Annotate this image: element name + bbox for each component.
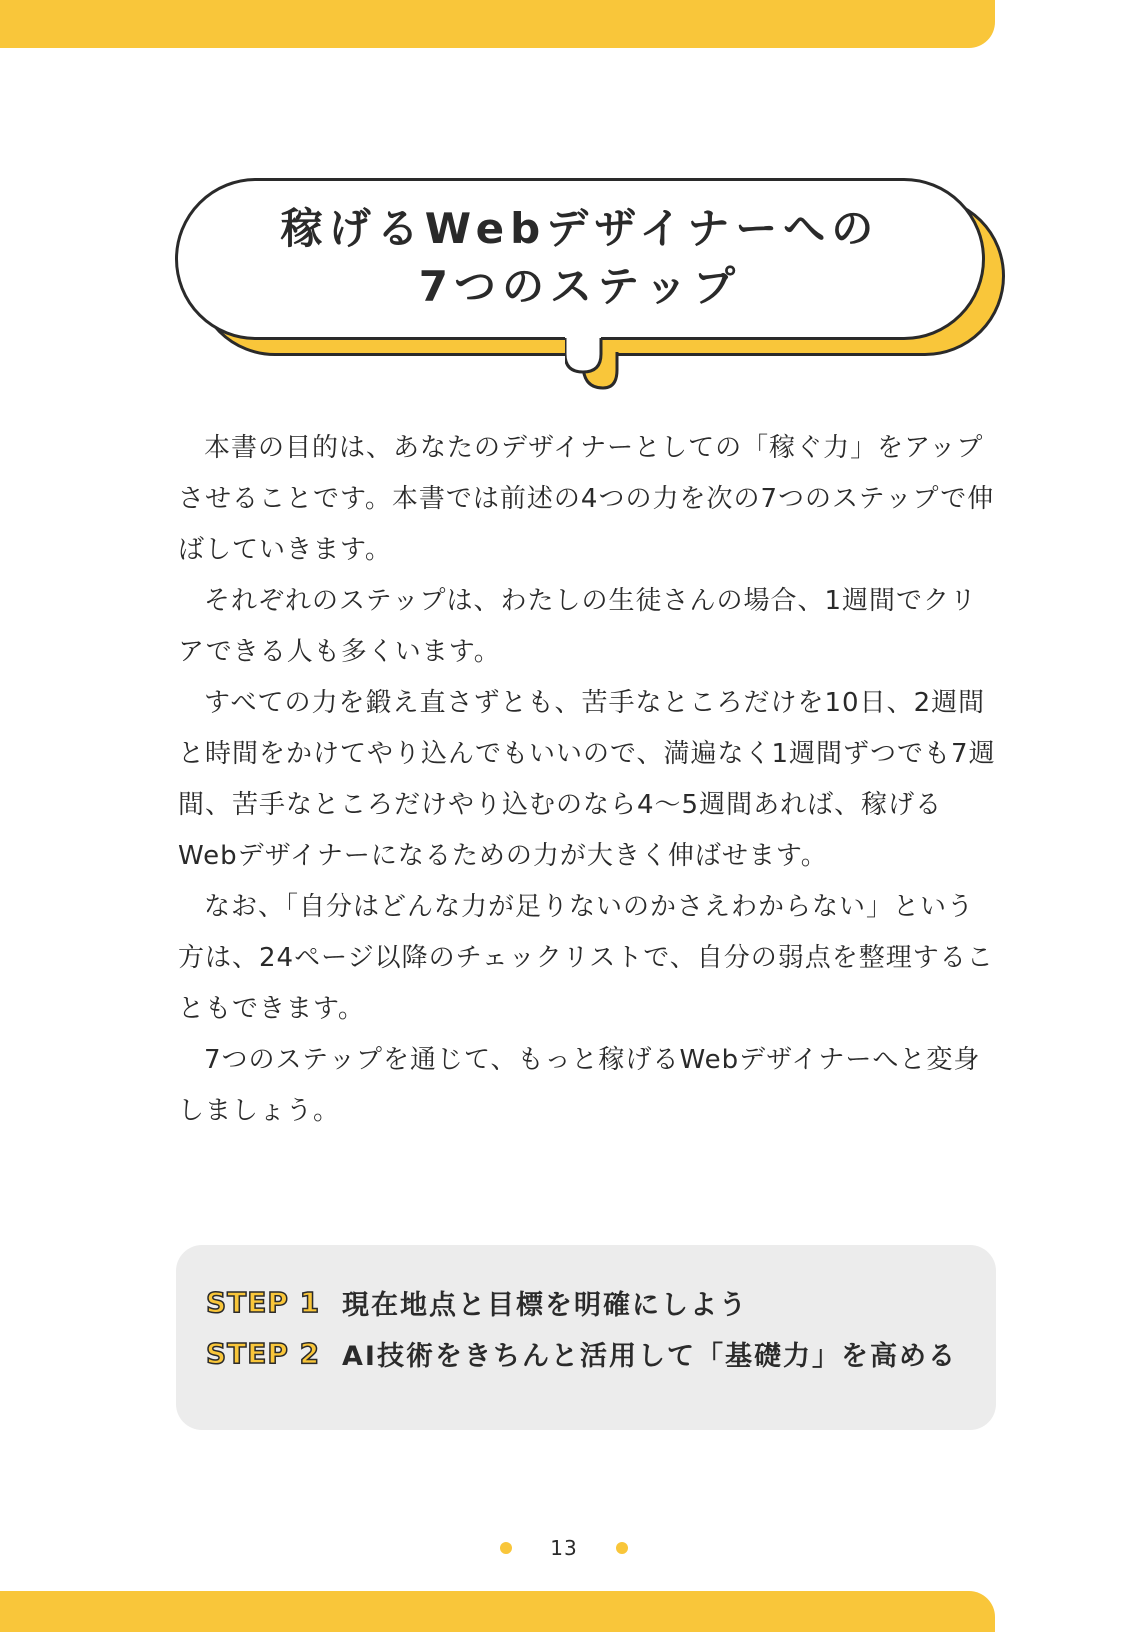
step-row-1 [206, 1277, 748, 1327]
body-text [178, 423, 1000, 1137]
step-label-1: STEP 1 [206, 1285, 321, 1319]
top-accent-bar [0, 0, 995, 48]
step-label-2: STEP 2 [206, 1336, 321, 1370]
bottom-accent-bar [0, 1591, 995, 1632]
title-line-2: 7つのステップ [418, 262, 742, 311]
step-text-2: AI技術をきちんと活用して「基礎力」を高める [342, 1340, 957, 1372]
paragraph-2: それぞれのステップは、わたしの生徒さんの場合、1週間でクリアできる人も多くいます。 [178, 586, 978, 667]
dot-icon [500, 1542, 512, 1554]
paragraph-5: 7つのステップを通じて、もっと稼げるWebデザイナーへと変身しましょう。 [178, 1045, 981, 1126]
page-title [175, 200, 985, 316]
paragraph-3: すべての力を鍛え直さずとも、苦手なところだけを10日、2週間と時間をかけてやり込んでもいいので、満遍なく1週間ずつでも7週間、苦手なところだけやり込むのなら4〜5週間あれば、稼げるWebデザイナーになるための力が大きく伸ばせます。 [178, 688, 996, 871]
title-speech-bubble [175, 178, 1010, 398]
steps-box [176, 1245, 996, 1430]
paragraph-4: なお、「自分はどんな力が足りないのかさえわからない」という方は、24ページ以降のチェックリストで、自分の弱点を整理することもできます。 [178, 892, 994, 1024]
step-text-1: 現在地点と目標を明確にしよう [342, 1289, 748, 1321]
step-row-2 [206, 1328, 957, 1378]
title-line-1: 稼げるWebデザイナーへの [280, 204, 880, 253]
page-number-area [0, 1533, 1128, 1563]
dot-icon [616, 1542, 628, 1554]
page-number: 13 [550, 1536, 578, 1560]
bubble-tail-icon [565, 336, 635, 396]
paragraph-1: 本書の目的は、あなたのデザイナーとしての「稼ぐ力」をアップさせることです。本書では前述の4つの力を次の7つのステップで伸ばしていきます。 [178, 433, 995, 565]
